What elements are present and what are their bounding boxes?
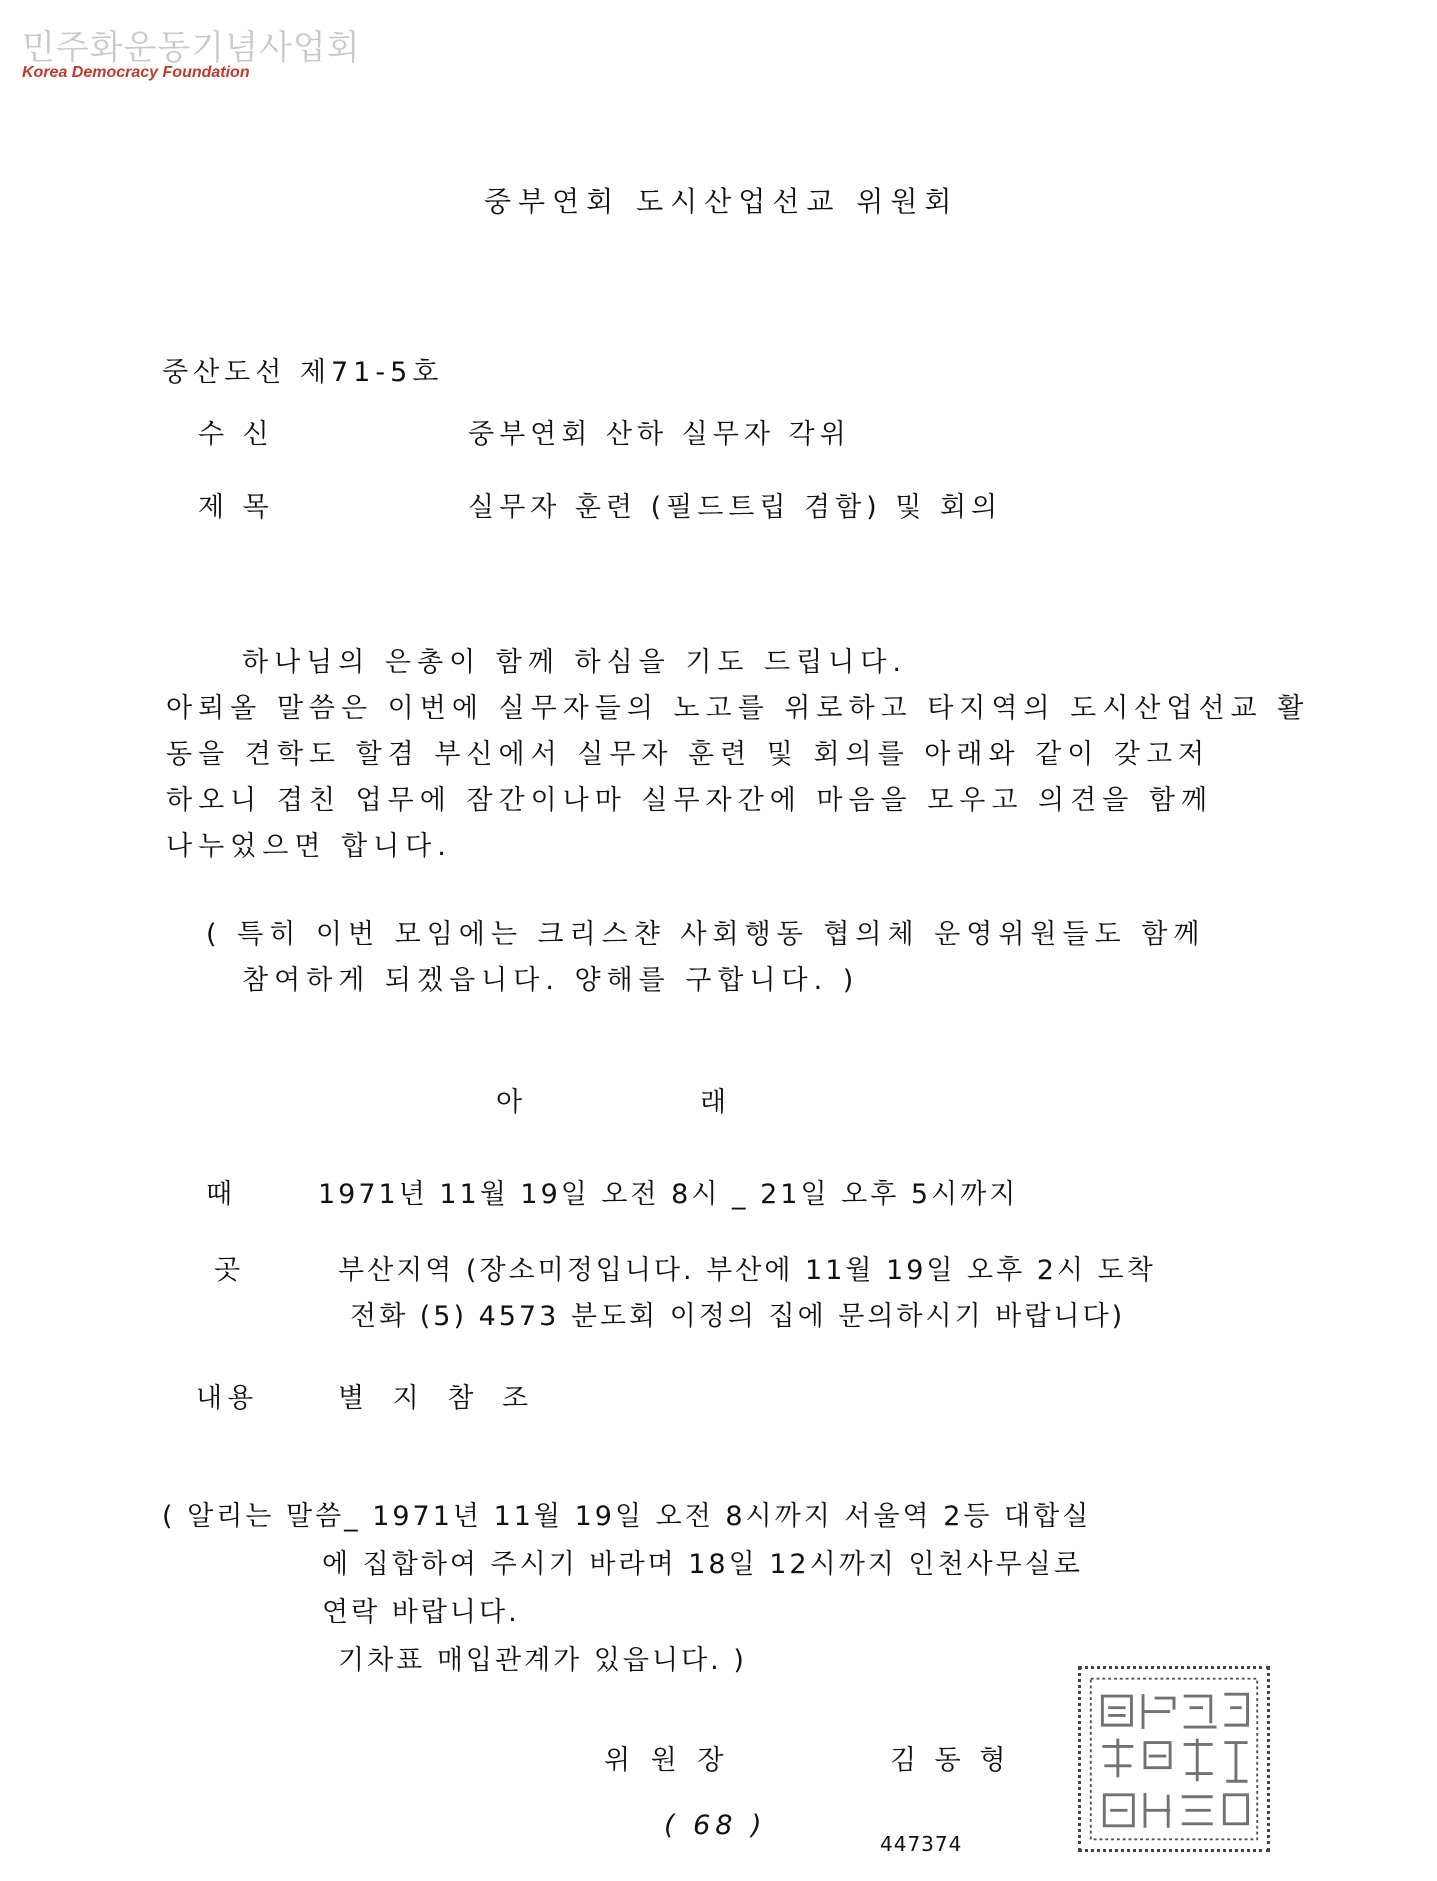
subject-label: 제 목 — [198, 492, 274, 523]
notice-line: 에 집합하여 주시기 바라며 18일 12시까지 인천사무실로 — [322, 1549, 1083, 1580]
notice-line: 연락 바랍니다. — [322, 1597, 520, 1628]
notice-line: 기차표 매입관계가 있읍니다. ) — [338, 1645, 747, 1676]
body-line: 동을 견학도 할겸 부신에서 실무자 훈련 및 회의를 아래와 같이 갖고저 — [166, 739, 1211, 770]
document-title: 중부연회 도시산업선교 위원회 — [484, 185, 959, 218]
official-seal — [1078, 1666, 1270, 1852]
body-line: 하오니 겹친 업무에 잠간이나마 실무자간에 마음을 모우고 의견을 함께 — [166, 785, 1214, 816]
notice-line: ( 알리는 말씀_ 1971년 11월 19일 오전 8시까지 서울역 2등 대합실 — [162, 1501, 1092, 1532]
page-mark: ( 68 ) — [664, 1810, 767, 1841]
content-value: 별 지 참 조 — [338, 1383, 539, 1414]
archive-number: 447374 — [880, 1832, 963, 1856]
where-line: 부산지역 (장소미정입니다. 부산에 11월 19일 오후 2시 도착 — [338, 1255, 1156, 1286]
foundation-watermark-korean: 민주화운동기념사업회 — [22, 28, 361, 68]
note-line: 참여하게 되겠읍니다. 양해를 구합니다. ) — [242, 965, 860, 996]
when-value: 1971년 11월 19일 오전 8시 _ 21일 오후 5시까지 — [318, 1179, 1019, 1210]
when-label: 때 — [206, 1179, 238, 1210]
recipient-label: 수 신 — [198, 419, 274, 450]
content-label: 내용 — [196, 1383, 259, 1414]
subject-value: 실무자 훈련 (필드트립 겸함) 및 회의 — [468, 492, 1003, 523]
body-line: 아뢰올 말씀은 이번에 실무자들의 노고를 위로하고 타지역의 도시산업선교 활 — [166, 693, 1310, 724]
where-label: 곳 — [214, 1255, 246, 1286]
body-line: 하나님의 은총이 함께 하심을 기도 드립니다. — [242, 647, 907, 678]
signer-name: 김 동 형 — [890, 1745, 1011, 1776]
document-number: 중산도선 제71-5호 — [162, 357, 444, 388]
body-line: 나누었으면 합니다. — [166, 831, 452, 862]
where-line: 전화 (5) 4573 분도회 이정의 집에 문의하시기 바랍니다) — [350, 1301, 1126, 1332]
foundation-watermark-english: Korea Democracy Foundation — [22, 64, 250, 81]
note-line: ( 특히 이번 모임에는 크리스챤 사회행동 협의체 운영위원들도 함께 — [206, 919, 1206, 950]
signer-title: 위 원 장 — [604, 1745, 730, 1776]
below-heading-part: 아 — [496, 1087, 528, 1118]
recipient-value: 중부연회 산하 실무자 각위 — [468, 419, 851, 450]
seal-stamp-icon — [1081, 1669, 1267, 1849]
below-heading-part: 래 — [700, 1087, 732, 1118]
